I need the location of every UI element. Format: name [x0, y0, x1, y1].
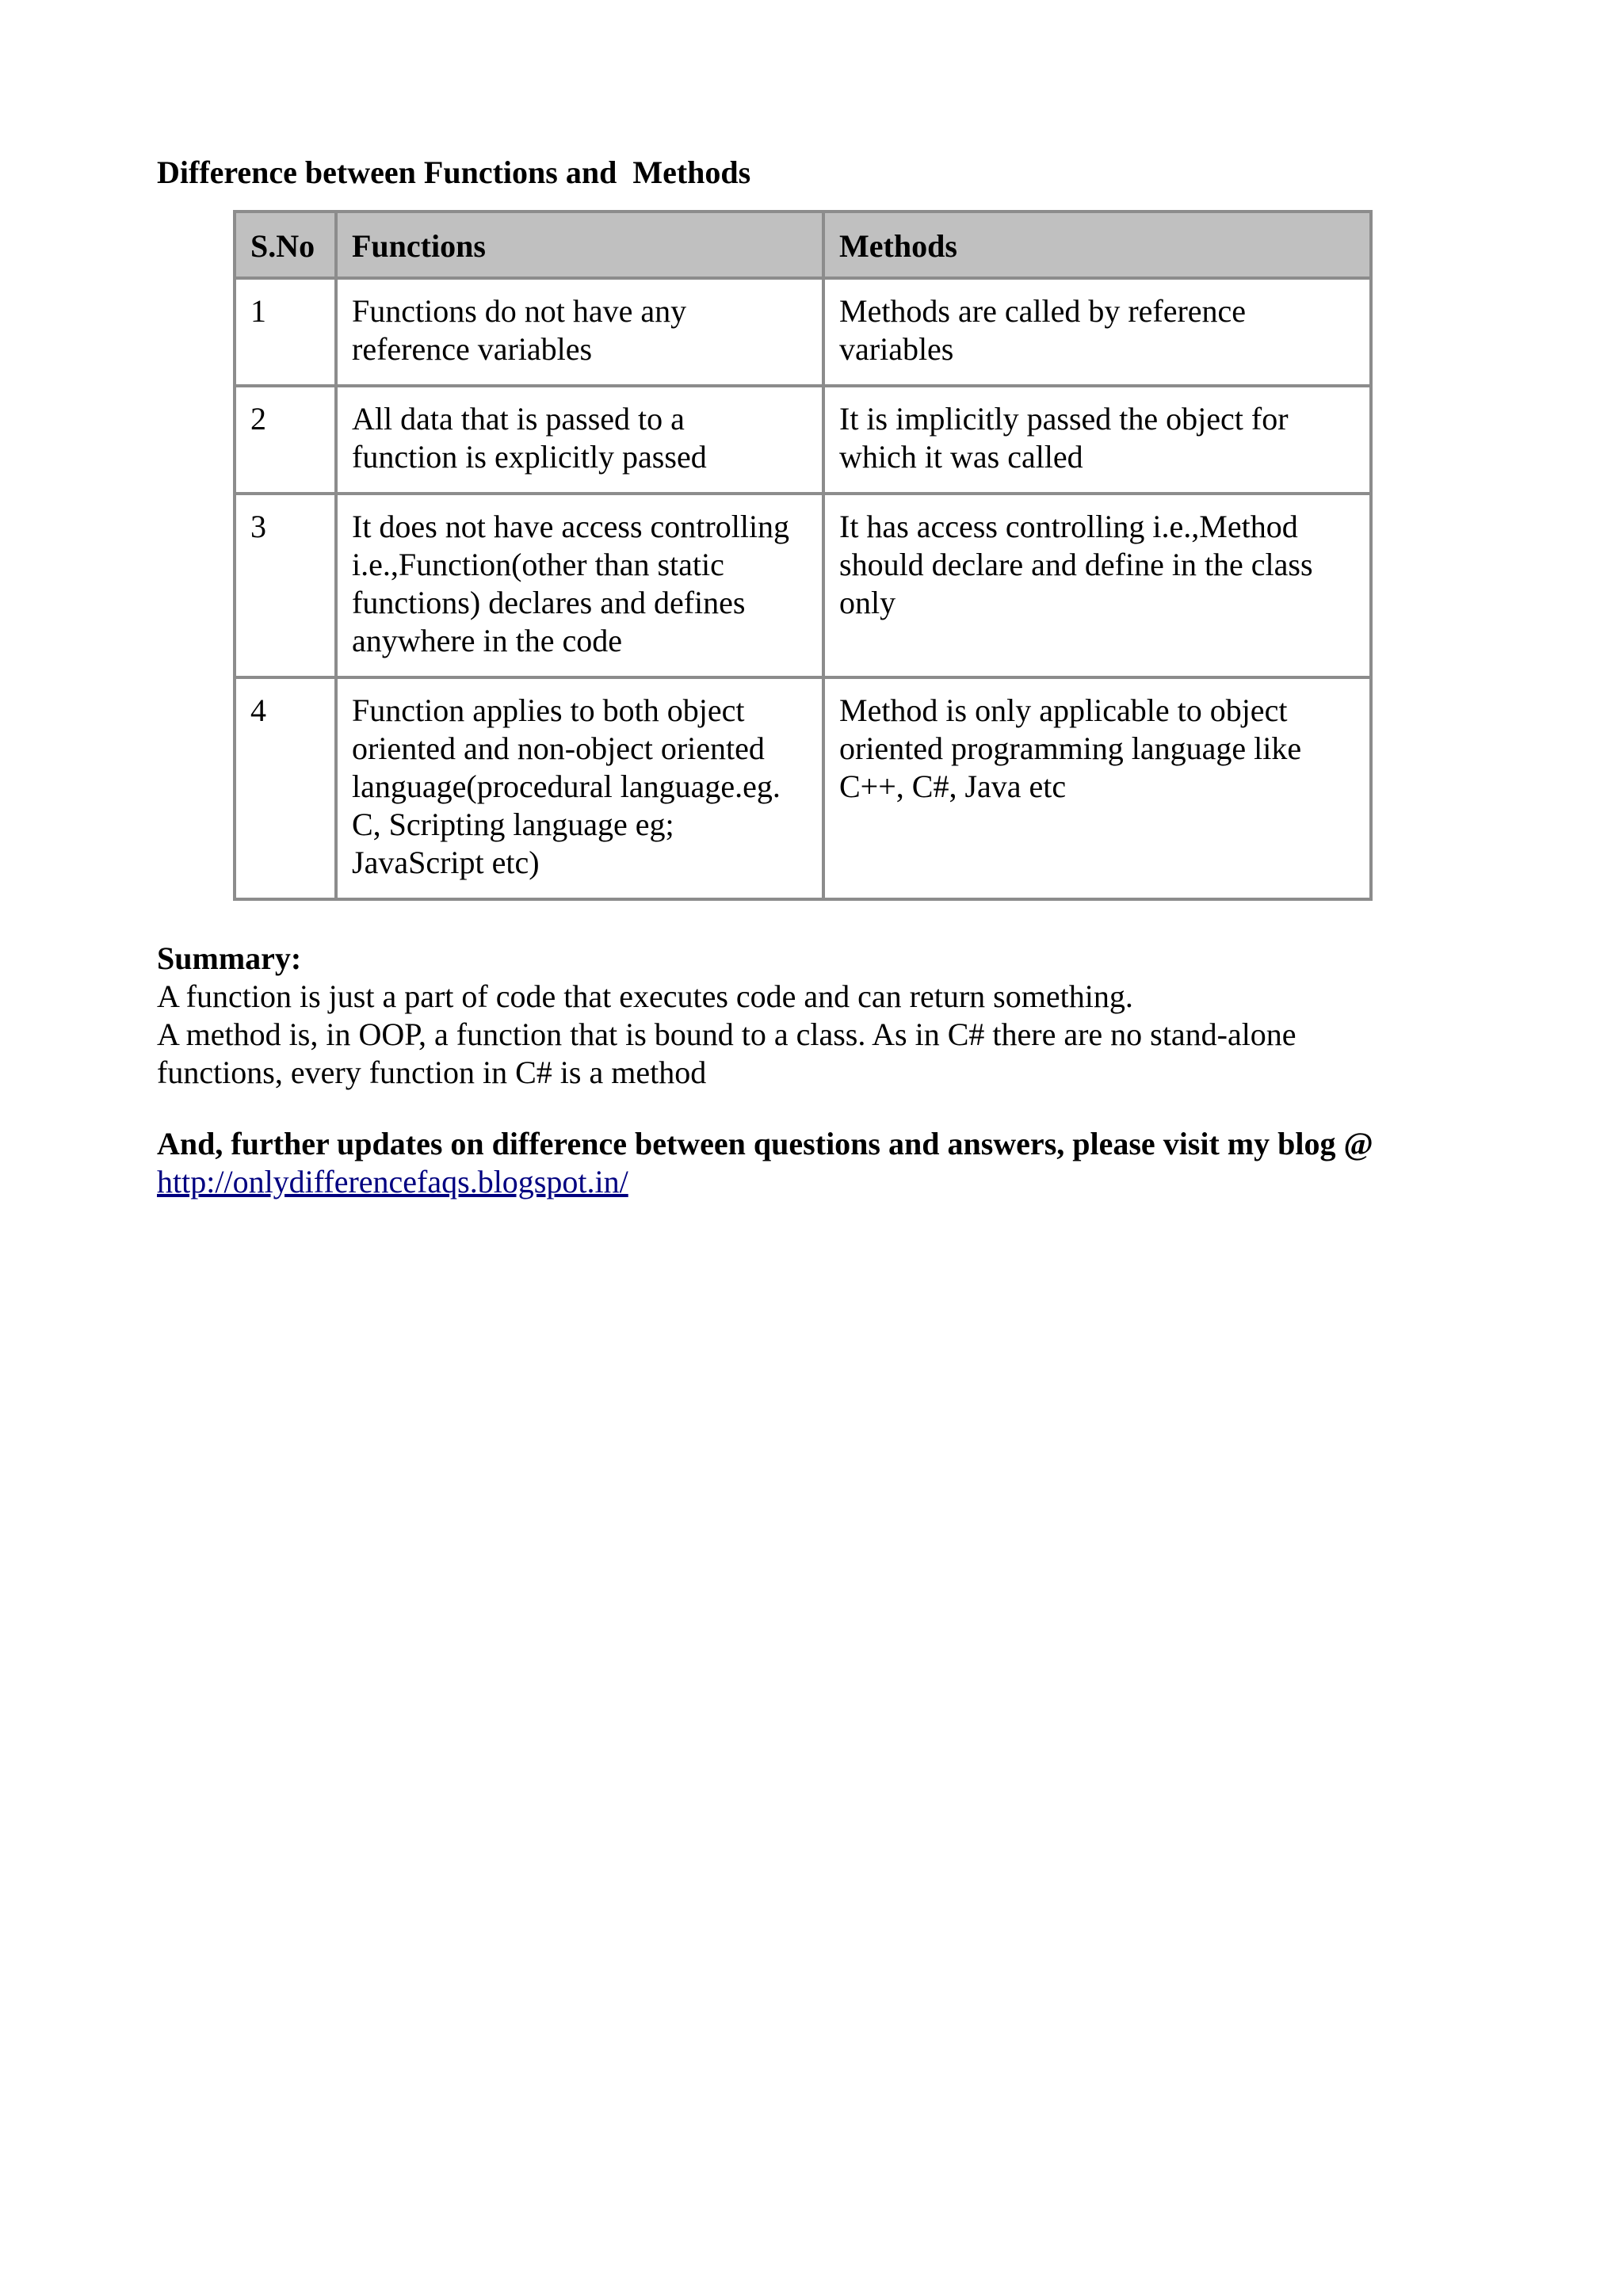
header-sno: S.No [235, 212, 336, 278]
cell-line: It is implicitly passed the object for [839, 401, 1289, 437]
header-functions: Functions [336, 212, 823, 278]
table-row [235, 278, 1371, 386]
cell-methods [823, 278, 1371, 386]
cell-functions [336, 677, 823, 899]
cell-line: All data that is passed to a [352, 401, 685, 437]
comparison-table [233, 210, 1373, 901]
cell-sno: 3 [235, 494, 336, 677]
cell-line: JavaScript etc) [352, 845, 540, 880]
cell-line: Method is only applicable to object [839, 692, 1288, 728]
page-title: Difference between Functions and Methods [157, 154, 751, 190]
cell-methods [823, 386, 1371, 494]
summary-line: A method is, in OOP, a function that is bound to a class. As in C# there are no stand-alone [157, 1016, 1296, 1052]
cell-methods [823, 677, 1371, 899]
cell-line: C, Scripting language eg; [352, 807, 674, 842]
cell-line: Function applies to both object [352, 692, 745, 728]
cell-line: anywhere in the code [352, 623, 622, 658]
cell-line: Methods are called by reference [839, 293, 1247, 329]
cell-line: should declare and define in the class [839, 547, 1313, 582]
summary-line: functions, every function in C# is a method [157, 1055, 707, 1090]
cell-line: C++, C#, Java etc [839, 769, 1067, 804]
cell-line: It does not have access controlling [352, 509, 790, 544]
cell-line: It has access controlling i.e.,Method [839, 509, 1298, 544]
summary-heading: Summary: [157, 940, 302, 976]
cell-sno: 4 [235, 677, 336, 899]
table-row [235, 677, 1371, 899]
table-row [235, 386, 1371, 494]
cell-line: oriented and non-object oriented [352, 730, 765, 766]
table-row [235, 494, 1371, 677]
cell-functions [336, 386, 823, 494]
cell-line: only [839, 585, 896, 620]
cell-line: Functions do not have any [352, 293, 687, 329]
cell-line: function is explicitly passed [352, 439, 707, 475]
table-header-row [235, 212, 1371, 278]
cell-line: language(procedural language.eg. [352, 769, 781, 804]
blog-link[interactable]: http://onlydifferencefaqs.blogspot.in/ [157, 1164, 628, 1199]
cell-line: reference variables [352, 331, 593, 367]
cell-sno: 1 [235, 278, 336, 386]
cell-methods [823, 494, 1371, 677]
blog-note [157, 1125, 1552, 1201]
cell-line: oriented programming language like [839, 730, 1302, 766]
blog-note-text: And, further updates on difference between questions and answers, please visit my blog @ [157, 1126, 1373, 1161]
cell-line: which it was called [839, 439, 1083, 475]
cell-functions [336, 278, 823, 386]
summary-section [157, 940, 1504, 1092]
cell-line: i.e.,Function(other than static [352, 547, 724, 582]
cell-functions [336, 494, 823, 677]
header-methods: Methods [823, 212, 1371, 278]
cell-line: variables [839, 331, 954, 367]
cell-sno: 2 [235, 386, 336, 494]
summary-line: A function is just a part of code that executes code and can return something. [157, 978, 1133, 1014]
cell-line: functions) declares and defines [352, 585, 746, 620]
